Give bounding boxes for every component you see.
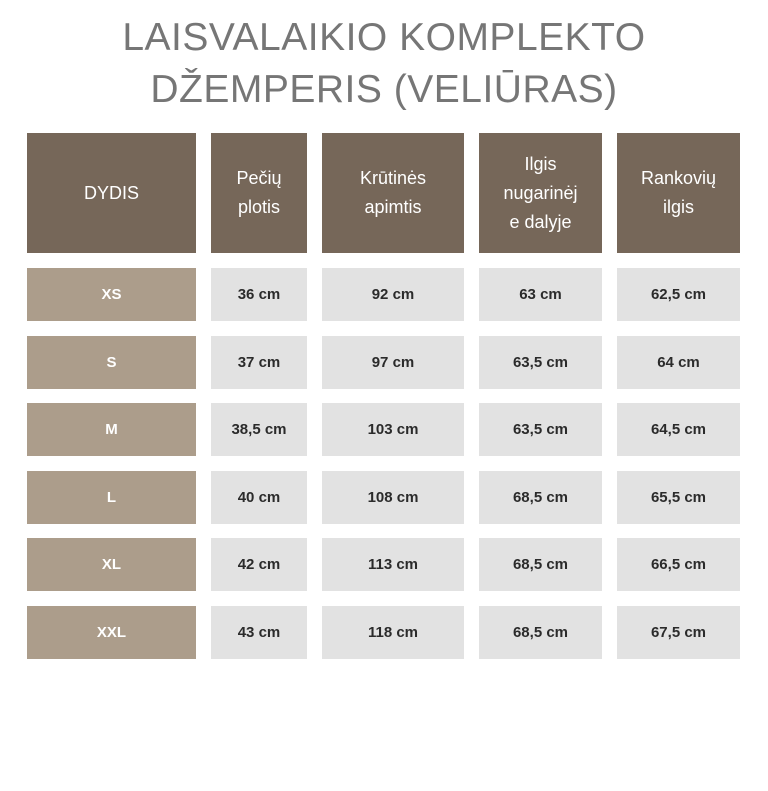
cell-sleeve-length: 67,5 cm — [617, 606, 740, 659]
cell-chest: 92 cm — [322, 268, 464, 321]
header-chest-label: Krūtinės apimtis — [359, 168, 427, 217]
cell-back-length: 63 cm — [479, 268, 602, 321]
cell-size: L — [27, 471, 196, 524]
cell-size: M — [27, 403, 196, 456]
cell-back-length: 63,5 cm — [479, 336, 602, 389]
cell-shoulder-width: 38,5 cm — [211, 403, 307, 456]
cell-size: XS — [27, 268, 196, 321]
cell-shoulder-width: 42 cm — [211, 538, 307, 591]
header-back-length-label: Ilgis nugarinėj e dalyje — [503, 153, 578, 232]
cell-size: XXL — [27, 606, 196, 659]
cell-back-length: 68,5 cm — [479, 471, 602, 524]
cell-sleeve-length: 66,5 cm — [617, 538, 740, 591]
cell-chest: 108 cm — [322, 471, 464, 524]
cell-shoulder-width: 37 cm — [211, 336, 307, 389]
header-chest — [322, 133, 464, 253]
cell-shoulder-width: 43 cm — [211, 606, 307, 659]
header-size — [27, 133, 196, 253]
header-sleeve-length — [617, 133, 740, 253]
cell-shoulder-width: 36 cm — [211, 268, 307, 321]
cell-sleeve-length: 62,5 cm — [617, 268, 740, 321]
cell-sleeve-length: 64,5 cm — [617, 403, 740, 456]
cell-sleeve-length: 64 cm — [617, 336, 740, 389]
page-title-line-2: DŽEMPERIS (VELIŪRAS) — [150, 68, 618, 111]
header-back-length — [479, 133, 602, 253]
cell-back-length: 68,5 cm — [479, 606, 602, 659]
cell-size: S — [27, 336, 196, 389]
header-sleeve-length-label: Rankovių ilgis — [640, 168, 717, 217]
header-shoulder-width-label: Pečių plotis — [236, 168, 282, 217]
cell-size: XL — [27, 538, 196, 591]
header-size-label: DYDIS — [83, 182, 139, 203]
cell-sleeve-length: 65,5 cm — [617, 471, 740, 524]
header-shoulder-width — [211, 133, 307, 253]
cell-chest: 97 cm — [322, 336, 464, 389]
cell-back-length: 63,5 cm — [479, 403, 602, 456]
cell-chest: 103 cm — [322, 403, 464, 456]
page-title-line-1: LAISVALAIKIO KOMPLEKTO — [122, 16, 646, 59]
cell-shoulder-width: 40 cm — [211, 471, 307, 524]
cell-chest: 118 cm — [322, 606, 464, 659]
cell-back-length: 68,5 cm — [479, 538, 602, 591]
cell-chest: 113 cm — [322, 538, 464, 591]
